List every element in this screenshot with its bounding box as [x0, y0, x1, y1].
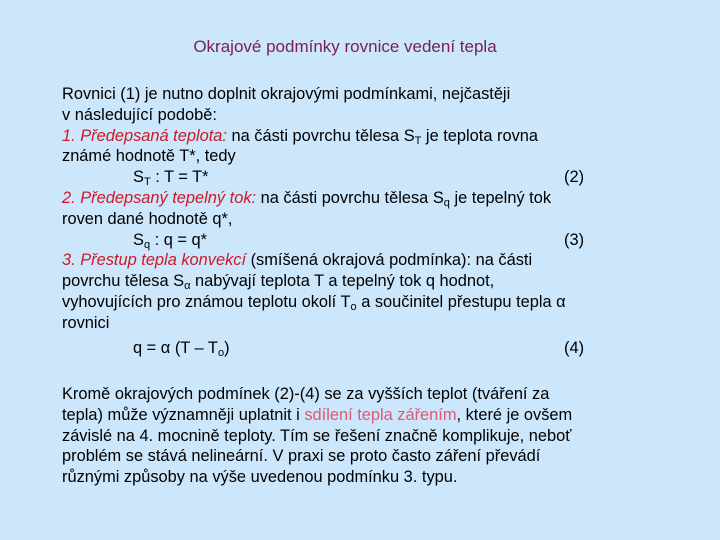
equation-4-rhs: ): [224, 338, 230, 357]
equation-2-number: (2): [564, 168, 585, 187]
condition-1-line-1: [62, 126, 662, 147]
equation-4-lhs: q = α (T – T: [133, 338, 218, 357]
boundary-conditions-paragraph: [62, 84, 662, 358]
equation-3-lhs: S: [133, 230, 144, 249]
equation-4: [62, 338, 662, 359]
radiation-highlight: sdílení tepla zářením: [304, 405, 457, 424]
slide-title: Okrajové podmínky rovnice vedení tepla: [193, 37, 497, 56]
equation-2-lhs: S: [133, 168, 144, 187]
equation-2: [62, 167, 662, 188]
equation-3: [62, 230, 662, 251]
equation-3-subscript: q: [143, 238, 151, 251]
condition-1-text-b: je teplota rovna: [421, 126, 539, 145]
closing-line-3: závislé na 4. mocnině teploty. Tím se řešení značně komplikuje, neboť: [62, 426, 572, 445]
condition-2-line-2: roven dané hodnotě q*,: [62, 209, 233, 228]
condition-3-line-2-subscript: α: [184, 280, 191, 293]
condition-2-name: 2. Předepsaný tepelný tok:: [62, 188, 257, 207]
condition-3-line-3-subscript: o: [350, 300, 357, 313]
condition-1-line-2: známé hodnotě T*, tedy: [62, 147, 236, 166]
intro-line-2: v následující podobě:: [62, 105, 217, 124]
closing-line-2: [62, 405, 662, 426]
condition-3-line-2-a: povrchu tělesa S: [62, 272, 185, 291]
condition-3-name: 3. Přestup tepla konvekcí: [62, 251, 247, 270]
closing-line-1: Kromě okrajových podmínek (2)-(4) se za vyšších teplot (tváření za: [62, 385, 550, 403]
condition-3-line-3: [62, 292, 662, 313]
condition-1-name: 1. Předepsaná teplota:: [62, 126, 227, 145]
condition-3-line-1: [62, 250, 662, 271]
condition-2-line-1: [62, 188, 662, 209]
equation-4-number: (4): [564, 338, 585, 357]
condition-3-line-2-b: nabývají teplota T a tepelný tok q hodnot,: [190, 272, 495, 291]
condition-3-line-2: [62, 271, 662, 292]
equation-2-rhs: : T = T*: [150, 168, 209, 187]
condition-1-text-a: na části povrchu tělesa S: [226, 126, 415, 145]
closing-paragraph: [62, 384, 662, 488]
equation-2-subscript: T: [143, 176, 151, 189]
closing-line-4: problém se stává nelineární. V praxi se proto často záření převádí: [62, 447, 541, 466]
closing-line-2-b: , které je ovšem: [456, 405, 573, 424]
closing-line-2-a: tepla) může významněji uplatnit i: [62, 405, 305, 424]
condition-3-text-a: (smíšená okrajová podmínka): na části: [246, 251, 533, 270]
condition-2-subscript: q: [443, 196, 450, 209]
equation-3-rhs: : q = q*: [150, 230, 208, 249]
condition-3-line-3-a: vyhovujících pro známou teplotu okolí T: [62, 292, 351, 311]
equation-4-subscript: o: [217, 346, 225, 359]
condition-2-text-b: je tepelný tok: [449, 188, 552, 207]
condition-1-subscript: T: [414, 134, 422, 147]
condition-3-line-4: rovnici: [62, 313, 110, 332]
condition-2-text-a: na části povrchu tělesa S: [256, 188, 444, 207]
intro-line-1: Rovnici (1) je nutno doplnit okrajovými podmínkami, nejčastěji: [62, 85, 511, 103]
closing-line-5: různými způsoby na výše uvedenou podmínku 3. typu.: [62, 468, 458, 487]
equation-3-number: (3): [564, 230, 585, 249]
condition-3-line-3-b: a součinitel přestupu tepla α: [356, 292, 566, 311]
